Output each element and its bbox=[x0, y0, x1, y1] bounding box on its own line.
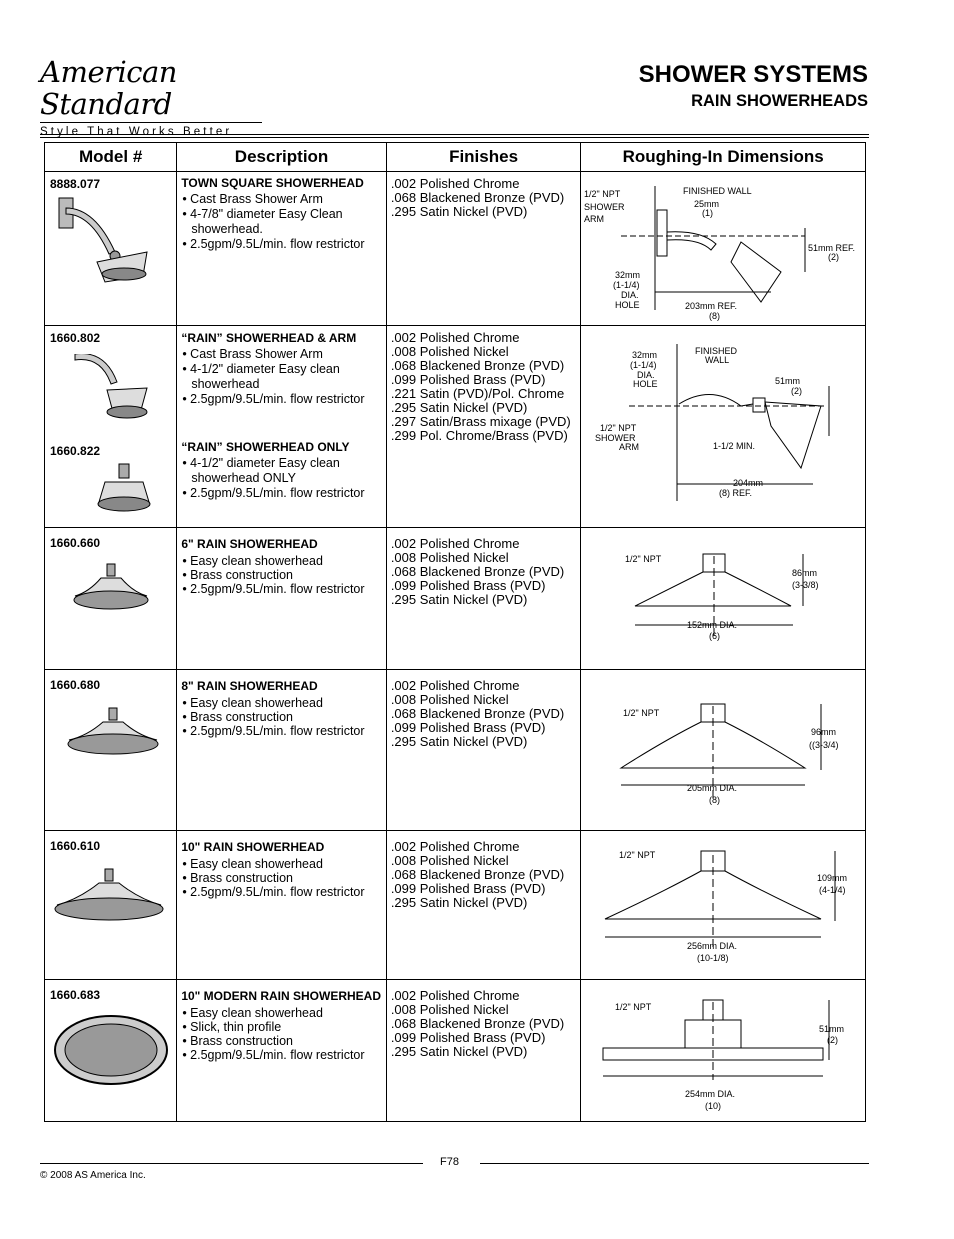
list-item: • Easy clean showerhead bbox=[182, 696, 386, 710]
list-item: • Brass construction bbox=[182, 1034, 386, 1048]
list-item: • Easy clean showerhead bbox=[182, 857, 386, 871]
dim-label: 32mm bbox=[632, 350, 658, 360]
dim-label: (2) bbox=[791, 386, 803, 396]
dim-label: (2) bbox=[828, 252, 840, 262]
list-item: .295 Satin Nickel (PVD) bbox=[390, 1044, 528, 1059]
list-item: .068 Blackened Bronze (PVD) bbox=[390, 190, 565, 205]
list-item: showerhead ONLY bbox=[191, 471, 296, 485]
dim-label: 1/2" NPT bbox=[619, 850, 656, 860]
dim-label: FINISHED bbox=[695, 346, 738, 356]
dim-label: (1-1/4) bbox=[630, 360, 657, 370]
table-row bbox=[45, 980, 866, 1122]
finishes-list bbox=[391, 177, 580, 219]
dim-label: 1/2" NPT bbox=[623, 708, 660, 718]
description-title: “RAIN” SHOWERHEAD & ARM bbox=[181, 331, 357, 345]
list-item: .295 Satin Nickel (PVD) bbox=[390, 400, 528, 415]
description-cell bbox=[177, 172, 387, 326]
finishes-list bbox=[391, 331, 580, 443]
dimensions-cell bbox=[581, 831, 866, 980]
description-list bbox=[182, 1006, 386, 1062]
page-subtitle: RAIN SHOWERHEADS bbox=[691, 92, 868, 110]
dim-label: 51mm bbox=[819, 1024, 845, 1034]
dim-label: (2) bbox=[827, 1035, 839, 1045]
dim-label: (1-1/4) bbox=[613, 280, 640, 290]
list-item: .299 Pol. Chrome/Brass (PVD) bbox=[390, 428, 568, 443]
finishes-list bbox=[391, 537, 580, 607]
dim-label: 254mm DIA. bbox=[685, 1089, 736, 1099]
model-number: 8888.077 bbox=[50, 177, 101, 191]
dimension-diagram bbox=[581, 831, 865, 979]
description-cell bbox=[177, 831, 387, 980]
dimensions-cell bbox=[581, 326, 866, 528]
description-list bbox=[182, 696, 386, 738]
dim-label: 205mm DIA. bbox=[687, 783, 738, 793]
model-number: 1660.683 bbox=[50, 988, 101, 1002]
table-row bbox=[45, 831, 866, 980]
header-rule bbox=[40, 137, 869, 138]
list-item: .008 Polished Nickel bbox=[390, 344, 509, 359]
description-list bbox=[182, 857, 386, 899]
finishes-cell bbox=[386, 831, 580, 980]
list-item: .002 Polished Chrome bbox=[390, 988, 520, 1003]
showerhead-image bbox=[91, 462, 161, 514]
list-item: .068 Blackened Bronze (PVD) bbox=[390, 564, 565, 579]
list-item: .002 Polished Chrome bbox=[390, 536, 520, 551]
model-cell bbox=[45, 831, 177, 980]
description-cell bbox=[177, 528, 387, 670]
dim-label: 86mm bbox=[792, 568, 818, 578]
list-item: .099 Polished Brass (PVD) bbox=[390, 720, 546, 735]
list-item: • Brass construction bbox=[182, 568, 386, 582]
list-item: • Easy clean showerhead bbox=[182, 1006, 386, 1020]
list-item: • 4-1/2" diameter Easy clean bbox=[182, 362, 386, 377]
description-title: “RAIN” SHOWERHEAD ONLY bbox=[181, 440, 350, 454]
list-item: • Slick, thin profile bbox=[182, 1020, 386, 1034]
description-title: TOWN SQUARE SHOWERHEAD bbox=[181, 176, 364, 190]
model-cell bbox=[45, 528, 177, 670]
list-item: • 2.5gpm/9.5L/min. flow restrictor bbox=[182, 885, 386, 899]
list-item: .068 Blackened Bronze (PVD) bbox=[390, 867, 565, 882]
list-item: • Brass construction bbox=[182, 710, 386, 724]
list-item: .008 Polished Nickel bbox=[390, 1002, 509, 1017]
model-number: 1660.610 bbox=[50, 839, 101, 853]
list-item: • 2.5gpm/9.5L/min. flow restrictor bbox=[182, 1048, 386, 1062]
description-cell bbox=[177, 980, 387, 1122]
list-item: .295 Satin Nickel (PVD) bbox=[390, 895, 528, 910]
dim-label: (4-1/4) bbox=[819, 885, 846, 895]
model-cell bbox=[45, 326, 177, 528]
dim-label: FINISHED WALL bbox=[683, 186, 752, 196]
table-row bbox=[45, 528, 866, 670]
table-row bbox=[45, 670, 866, 831]
model-cell bbox=[45, 980, 177, 1122]
list-item: .099 Polished Brass (PVD) bbox=[390, 578, 546, 593]
list-item: .002 Polished Chrome bbox=[390, 330, 520, 345]
header-rule bbox=[40, 134, 869, 135]
brand-name: American Standard bbox=[40, 55, 177, 121]
dimensions-cell bbox=[581, 980, 866, 1122]
dim-label: HOLE bbox=[615, 300, 640, 310]
dim-label: 204mm bbox=[733, 478, 764, 488]
showerhead-image bbox=[51, 1010, 171, 1088]
finishes-cell bbox=[386, 670, 580, 831]
model-number: 1660.660 bbox=[50, 536, 101, 550]
model-number: 1660.822 bbox=[50, 444, 101, 458]
list-item: • Cast Brass Shower Arm bbox=[182, 347, 386, 362]
list-item: .221 Satin (PVD)/Pol. Chrome bbox=[390, 386, 565, 401]
finishes-cell bbox=[386, 326, 580, 528]
page-number: F78 bbox=[440, 1156, 459, 1168]
list-item: .008 Polished Nickel bbox=[390, 550, 509, 565]
list-item: .068 Blackened Bronze (PVD) bbox=[390, 706, 565, 721]
description-cell bbox=[177, 326, 387, 528]
column-header-dimensions: Roughing-In Dimensions bbox=[581, 143, 866, 172]
list-item: .099 Polished Brass (PVD) bbox=[390, 372, 546, 387]
showerhead-arm-image bbox=[71, 354, 161, 424]
dim-label: DIA. bbox=[621, 290, 639, 300]
column-header-model: Model # bbox=[45, 143, 177, 172]
finishes-list bbox=[391, 679, 580, 749]
logo-rule bbox=[40, 122, 262, 123]
dimension-diagram bbox=[581, 326, 865, 527]
showerhead-arm-image bbox=[51, 194, 161, 286]
dim-label: 109mm bbox=[817, 873, 848, 883]
list-item: • 2.5gpm/9.5L/min. flow restrictor bbox=[182, 392, 386, 407]
finishes-cell bbox=[386, 172, 580, 326]
dim-label: (6) bbox=[709, 631, 721, 641]
dimension-diagram bbox=[581, 980, 865, 1121]
dim-label: (8) bbox=[709, 311, 721, 321]
dim-label: 51mm REF. bbox=[808, 243, 856, 253]
dimensions-cell bbox=[581, 172, 866, 326]
list-item: • 2.5gpm/9.5L/min. flow restrictor bbox=[182, 486, 386, 501]
finishes-list bbox=[391, 840, 580, 910]
finishes-cell bbox=[386, 528, 580, 670]
description-list bbox=[182, 554, 386, 596]
description-list bbox=[182, 347, 386, 407]
list-item: • Cast Brass Shower Arm bbox=[182, 192, 386, 207]
description-title: 8" RAIN SHOWERHEAD bbox=[181, 679, 318, 693]
description-list bbox=[182, 192, 386, 252]
table-row bbox=[45, 326, 866, 528]
list-item: • 2.5gpm/9.5L/min. flow restrictor bbox=[182, 582, 386, 596]
copyright: © 2008 AS America Inc. bbox=[40, 1170, 146, 1181]
brand-tagline: Style That Works Better bbox=[40, 126, 233, 138]
model-cell bbox=[45, 670, 177, 831]
dim-label: 1/2" NPT bbox=[600, 423, 637, 433]
dim-label: (8) bbox=[709, 795, 721, 805]
dim-label: (10-1/8) bbox=[697, 953, 729, 963]
list-item: .002 Polished Chrome bbox=[390, 176, 520, 191]
list-item: .099 Polished Brass (PVD) bbox=[390, 1030, 546, 1045]
dimension-diagram bbox=[581, 528, 865, 669]
description-title: 10" MODERN RAIN SHOWERHEAD bbox=[181, 989, 382, 1003]
table-header-row bbox=[45, 143, 866, 172]
dim-label: 32mm bbox=[615, 270, 641, 280]
list-item: .068 Blackened Bronze (PVD) bbox=[390, 358, 565, 373]
list-item: .068 Blackened Bronze (PVD) bbox=[390, 1016, 565, 1031]
dim-label: SHOWER bbox=[584, 202, 625, 212]
dim-label: SHOWER bbox=[595, 433, 636, 443]
dim-label: 96mm bbox=[811, 727, 837, 737]
showerhead-image bbox=[51, 867, 167, 925]
list-item: • 4-7/8" diameter Easy Clean bbox=[182, 207, 386, 222]
table-row bbox=[45, 172, 866, 326]
list-item: .297 Satin/Brass mixage (PVD) bbox=[390, 414, 571, 429]
dim-label: (8) REF. bbox=[719, 488, 753, 498]
dim-label: (3-3/8) bbox=[792, 580, 819, 590]
dim-label: ((3-3/4) bbox=[809, 740, 839, 750]
list-item: .002 Polished Chrome bbox=[390, 839, 520, 854]
dimension-diagram bbox=[581, 172, 865, 325]
finishes-list bbox=[391, 989, 580, 1059]
dim-label: WALL bbox=[705, 355, 730, 365]
showerhead-image bbox=[65, 706, 161, 758]
list-item: • 2.5gpm/9.5L/min. flow restrictor bbox=[182, 724, 386, 738]
list-item: .099 Polished Brass (PVD) bbox=[390, 881, 546, 896]
description-cell bbox=[177, 670, 387, 831]
dim-label: HOLE bbox=[633, 379, 658, 389]
dim-label: 152mm DIA. bbox=[687, 620, 738, 630]
list-item: showerhead. bbox=[191, 222, 263, 236]
dim-label: 51mm bbox=[775, 376, 801, 386]
dimension-diagram bbox=[581, 670, 865, 830]
list-item: .008 Polished Nickel bbox=[390, 853, 509, 868]
spec-table bbox=[44, 142, 866, 1122]
list-item: • 4-1/2" diameter Easy clean bbox=[182, 456, 386, 471]
model-number: 1660.680 bbox=[50, 678, 101, 692]
finishes-cell bbox=[386, 980, 580, 1122]
page-title: SHOWER SYSTEMS bbox=[638, 61, 868, 88]
dim-label: ARM bbox=[619, 442, 640, 452]
dim-label: 1-1/2 MIN. bbox=[713, 441, 756, 451]
dimensions-cell bbox=[581, 670, 866, 831]
showerhead-image bbox=[71, 562, 151, 614]
dim-label: ARM bbox=[584, 214, 605, 224]
list-item: .008 Polished Nickel bbox=[390, 692, 509, 707]
dim-label: 256mm DIA. bbox=[687, 941, 738, 951]
dim-label: 1/2" NPT bbox=[584, 189, 621, 199]
list-item: .002 Polished Chrome bbox=[390, 678, 520, 693]
list-item: .295 Satin Nickel (PVD) bbox=[390, 592, 528, 607]
dim-label: 203mm REF. bbox=[685, 301, 738, 311]
footer-rule bbox=[480, 1163, 869, 1164]
dim-label: DIA. bbox=[637, 370, 655, 380]
description-title: 6" RAIN SHOWERHEAD bbox=[181, 537, 318, 551]
dim-label: (1) bbox=[702, 208, 714, 218]
dim-label: (10) bbox=[705, 1101, 722, 1111]
footer-rule bbox=[40, 1163, 423, 1164]
model-number: 1660.802 bbox=[50, 331, 101, 345]
dimensions-cell bbox=[581, 528, 866, 670]
dim-label: 25mm bbox=[694, 199, 720, 209]
column-header-description: Description bbox=[177, 143, 387, 172]
brand-logo bbox=[40, 56, 265, 138]
dim-label: 1/2" NPT bbox=[625, 554, 662, 564]
description-title: 10" RAIN SHOWERHEAD bbox=[181, 840, 325, 854]
list-item: • 2.5gpm/9.5L/min. flow restrictor bbox=[182, 237, 386, 252]
dim-label: 1/2" NPT bbox=[615, 1002, 652, 1012]
list-item: • Easy clean showerhead bbox=[182, 554, 386, 568]
column-header-finishes: Finishes bbox=[386, 143, 580, 172]
list-item: .295 Satin Nickel (PVD) bbox=[390, 734, 528, 749]
list-item: • Brass construction bbox=[182, 871, 386, 885]
list-item: .295 Satin Nickel (PVD) bbox=[390, 204, 528, 219]
model-cell bbox=[45, 172, 177, 326]
description-list bbox=[182, 456, 386, 501]
list-item: showerhead bbox=[191, 377, 260, 391]
